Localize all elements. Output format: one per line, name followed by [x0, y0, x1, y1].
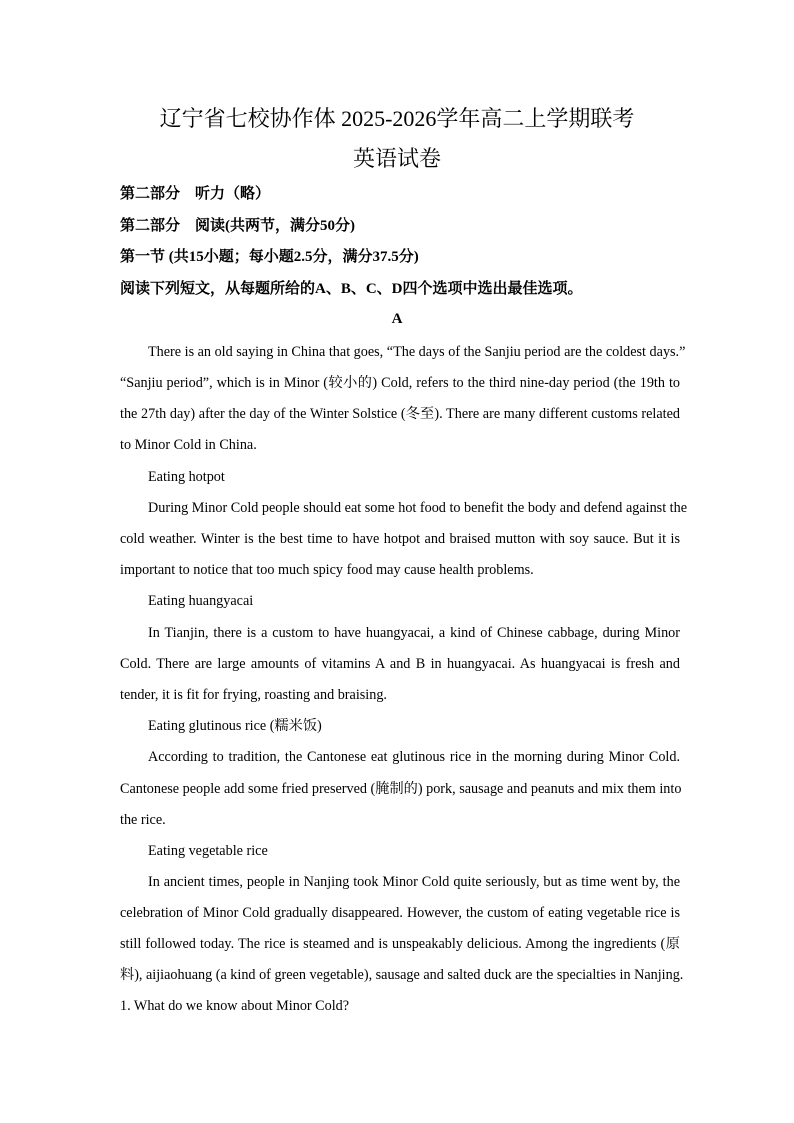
passage-line: celebration of Minor Cold gradually disappeared. However, the custom of eating vegetable rice is [120, 905, 680, 921]
passage-line: the 27th day) after the day of the Winter Solstice (冬至). There are many different customs related [120, 406, 680, 422]
passage-line: to Minor Cold in China. [120, 437, 257, 453]
passage-line: cold weather. Winter is the best time to have hotpot and braised mutton with soy sauce. But it is [120, 531, 680, 547]
exam-title: 辽宁省七校协作体 2025-2026学年高二上学期联考 [159, 106, 635, 131]
passage-line: tender, it is fit for frying, roasting and braising. [120, 687, 387, 703]
passage-line: Cold. There are large amounts of vitamins A and B in huangyacai. As huangyacai is fresh and [120, 656, 680, 672]
passage-line: In Tianjin, there is a custom to have huangyacai, a kind of Chinese cabbage, during Minor [148, 625, 680, 641]
subheading-huangyacai: Eating huangyacai [148, 593, 254, 609]
instruction-text: 阅读下列短文，从每题所给的A、B、C、D四个选项中选出最佳选项。 [120, 281, 583, 297]
part2-reading-heading: 第二部分 阅读(共两节，满分50分) [120, 218, 355, 234]
passage-line: According to tradition, the Cantonese eat glutinous rice in the morning during Minor Cold. [148, 749, 680, 765]
part2-listening-heading: 第二部分 听力（略） [120, 186, 271, 202]
exam-subtitle: 英语试卷 [352, 146, 441, 171]
passage-label: A [391, 311, 403, 327]
passage-line: There is an old saying in China that goes, “The days of the Sanjiu period are the coldest days.” [148, 344, 686, 360]
passage-line: the rice. [120, 812, 166, 828]
passage-line: important to notice that too much spicy food may cause health problems. [120, 562, 534, 578]
question-1: 1. What do we know about Minor Cold? [120, 998, 350, 1014]
passage-line: Cantonese people add some fried preserved (腌制的) pork, sausage and peanuts and mix them into [120, 781, 682, 797]
passage-line: During Minor Cold people should eat some hot food to benefit the body and defend against the [148, 500, 688, 516]
passage-line: “Sanjiu period”, which is in Minor (较小的) Cold, refers to the third nine-day period (the 19th to [120, 375, 680, 391]
subheading-hotpot: Eating hotpot [148, 469, 225, 485]
passage-line: 料), aijiaohuang (a kind of green vegetable), sausage and salted duck are the specialties in Nanjing. [120, 967, 684, 983]
passage-line: still followed today. The rice is steamed and is unspeakably delicious. Among the ingredients (原 [120, 936, 680, 952]
subheading-glutinous-rice: Eating glutinous rice (糯米饭) [148, 718, 322, 734]
subheading-vegetable-rice: Eating vegetable rice [148, 843, 268, 859]
section1-heading: 第一节 (共15小题；每小题2.5分，满分37.5分) [120, 249, 419, 265]
passage-line: In ancient times, people in Nanjing took Minor Cold quite seriously, but as time went by, the [148, 874, 680, 890]
